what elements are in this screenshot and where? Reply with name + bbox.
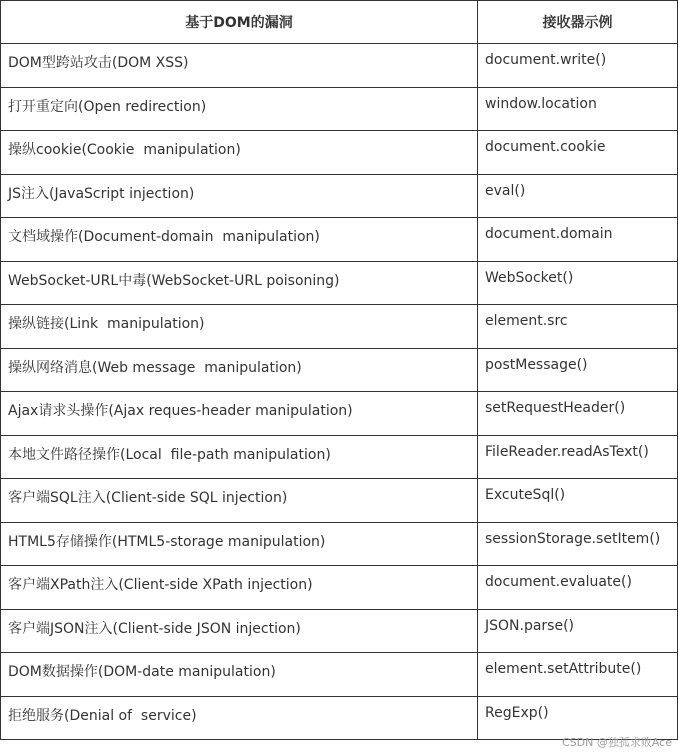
table-row	[1, 44, 678, 88]
vulnerability-cell: WebSocket-URL中毒(WebSocket-URL poisoning)	[1, 261, 478, 305]
table-row	[1, 522, 678, 566]
sink-cell: document.cookie	[478, 131, 678, 175]
table-row	[1, 479, 678, 523]
vulnerability-cell: 文档域操作(Document-domain manipulation)	[1, 218, 478, 262]
sink-cell: document.write()	[478, 44, 678, 88]
table-row	[1, 261, 678, 305]
sink-cell: JSON.parse()	[478, 609, 678, 653]
vulnerability-cell: 打开重定向(Open redirection)	[1, 87, 478, 131]
vulnerability-cell: HTML5存储操作(HTML5-storage manipulation)	[1, 522, 478, 566]
vulnerability-cell: JS注入(JavaScript injection)	[1, 174, 478, 218]
vulnerability-cell: DOM数据操作(DOM-date manipulation)	[1, 653, 478, 697]
sink-cell: document.evaluate()	[478, 566, 678, 610]
vulnerability-cell: 操纵cookie(Cookie manipulation)	[1, 131, 478, 175]
table-row	[1, 305, 678, 349]
sink-cell: FileReader.readAsText()	[478, 435, 678, 479]
vulnerability-cell: 操纵链接(Link manipulation)	[1, 305, 478, 349]
vulnerability-cell: 操纵网络消息(Web message manipulation)	[1, 348, 478, 392]
sink-cell: postMessage()	[478, 348, 678, 392]
vulnerability-cell: Ajax请求头操作(Ajax reques-header manipulation)	[1, 392, 478, 436]
vulnerability-cell: 客户端JSON注入(Client-side JSON injection)	[1, 609, 478, 653]
vulnerability-cell: DOM型跨站攻击(DOM XSS)	[1, 44, 478, 88]
csdn-watermark: CSDN @独孤求败Ace	[561, 736, 672, 749]
table-row	[1, 348, 678, 392]
vulnerability-cell: 拒绝服务(Denial of service)	[1, 696, 478, 740]
table-body	[1, 44, 678, 740]
table-row	[1, 392, 678, 436]
sink-cell: element.setAttribute()	[478, 653, 678, 697]
table-row	[1, 609, 678, 653]
vulnerability-cell: 本地文件路径操作(Local file-path manipulation)	[1, 435, 478, 479]
header-vulnerability: 基于DOM的漏洞	[1, 1, 478, 44]
table-row	[1, 566, 678, 610]
table-row	[1, 174, 678, 218]
sink-cell: WebSocket()	[478, 261, 678, 305]
sink-cell: window.location	[478, 87, 678, 131]
header-sink-example: 接收器示例	[478, 1, 678, 44]
sink-cell: eval()	[478, 174, 678, 218]
table-row	[1, 131, 678, 175]
vulnerability-cell: 客户端SQL注入(Client-side SQL injection)	[1, 479, 478, 523]
sink-cell: sessionStorage.setItem()	[478, 522, 678, 566]
sink-cell: element.src	[478, 305, 678, 349]
table-header-row	[1, 1, 678, 44]
sink-cell: document.domain	[478, 218, 678, 262]
table-row	[1, 653, 678, 697]
sink-cell: ExcuteSql()	[478, 479, 678, 523]
table-row	[1, 696, 678, 740]
table-row	[1, 435, 678, 479]
sink-cell: RegExp()	[478, 696, 678, 740]
sink-cell: setRequestHeader()	[478, 392, 678, 436]
vulnerability-cell: 客户端XPath注入(Client-side XPath injection)	[1, 566, 478, 610]
table-row	[1, 87, 678, 131]
table-row	[1, 218, 678, 262]
